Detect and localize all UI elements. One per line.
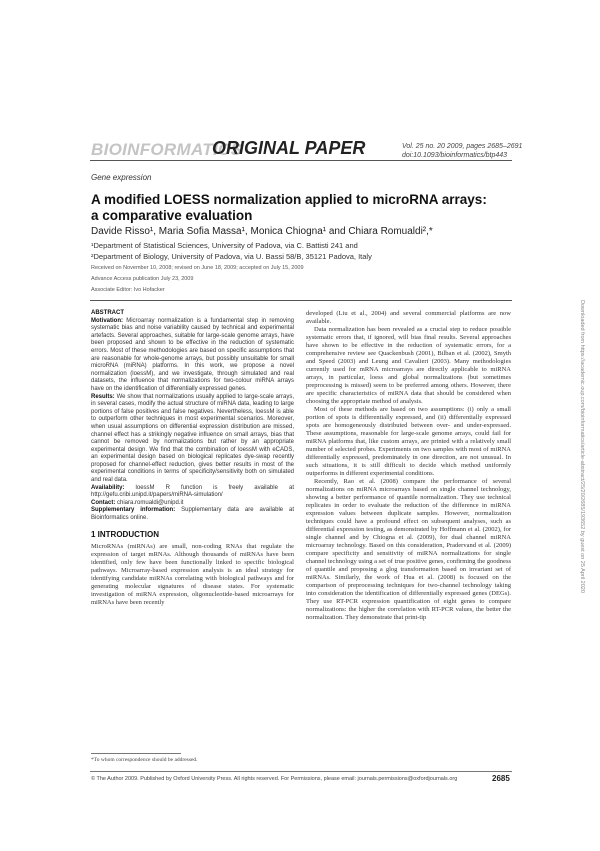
results-label: Results: — [91, 393, 115, 400]
page-number: 2685 — [492, 774, 510, 783]
right-column — [306, 310, 511, 622]
abstract-supplementary — [91, 507, 294, 522]
footer-rule — [90, 771, 512, 772]
availability-text[interactable]: loessM R function is freely available at http://gefu.cribi.unipd.it/papers/miRNA-simulation/ — [91, 484, 295, 499]
header-rule — [90, 160, 512, 161]
contact-email[interactable]: chiara.romualdi@unipd.it — [117, 499, 184, 506]
supplementary-text: Supplementary data are available at Bioinformatics online. — [91, 507, 295, 522]
abstract-heading: ABSTRACT — [91, 310, 124, 316]
title-block-rule — [90, 300, 512, 301]
right-paragraph-2: Data normalization has been revealed as a crucial step to reduce possible systematic errors that, if ignored, will bias final results. Several approaches have shown to be effective in the reduction of systematic errors, for a comprehensive review see Quackenbush (2001), Bilban et al. (2002), Smyth and Speed (2003) and Leung and Cavalieri (2003). Many methodologies currently used for mRNA microarrays are directly applicable to miRNA arrays, in particular, loess and global normalizations (but sometimes preprocessing is missed) seem to be preferred among others. However, there are specific characteristics of miRNA data that should be considered when choosing the appropriate method of analysis. — [306, 326, 511, 405]
results-text: We show that normalizations usually applied to large-scale arrays, in several cases, modify the actual structure of miRNA data, leading to large portions of false positives and false negatives. Nevertheless, loessM is able to outperform other techniques in most experimental scenarios. Moreover, when usual assumptions on differential expression distribution are missed, channel effect has a strikingly negative influence on small arrays, bias that cannot be removed by normalizations but rather by an appropriate experimental design. We find that the combination of loessM with eCADS, an experimental design based on biological replicates dye-swap recently proposed for channel-effect reduction, gives better results in most of the experimental conditions in terms of specificity/sensitivity both on simulated and real data. — [91, 393, 295, 484]
abstract-results — [91, 394, 294, 485]
intro-text: MicroRNAs (miRNAs) are small, non-coding RNAs that regulate the expression of target mRNAs. Although thousands of miRNAs have been identified, only few have been functionally linked to specific biological pathways. Microarray-based expression analysis is an ideal strategy for identifying candidate miRNAs correlating with biological pathways and for generating molecular signatures of disease states. For systematic investigation of miRNA expression, oligonucleotide-based microarrays for miRNAs have been recently — [91, 543, 294, 607]
paper-type: ORIGINAL PAPER — [212, 138, 366, 158]
abstract-motivation — [91, 318, 294, 394]
supplementary-label: Supplementary information: — [91, 507, 176, 514]
motivation-text: Microarray normalization is a fundamental step in removing systematic bias and noise variability caused by technical and experimental artefacts. Several approaches, suitable for large-scale genome arrays, have been proposed and shown to be effective in the reduction of systematic errors. Most of these methodologies are based on specific assumptions that are reasonable for whole-genome arrays, but possibly unsuitable for small microRNA (miRNA) platforms. In this work, we propose a novel normalization (loessM), and we investigate, through simulated and real datasets, the influence that normalizations for two-colour miRNA arrays have on the identification of differentially expressed genes. — [91, 317, 294, 392]
advance-access: Advance Access publication July 23, 2009 — [91, 276, 194, 282]
intro-heading: 1 INTRODUCTION — [91, 529, 159, 539]
motivation-label: Motivation: — [91, 317, 123, 324]
volume-line: Vol. 25 no. 20 2009, pages 2685–2691 — [402, 143, 523, 150]
received-dates: Received on November 10, 2008; revised on June 18, 2009; accepted on July 15, 2009 — [91, 265, 304, 271]
availability-label: Availability: — [91, 484, 125, 491]
doi-line[interactable]: doi:10.1093/bioinformatics/btp443 — [402, 152, 508, 159]
download-watermark: Downloaded from https://academic.oup.com/bioinformatics/article-abstract/25/20/2685/193652 by guest on 25 April 2020 — [579, 300, 585, 593]
right-paragraph-4: Recently, Rao et al. (2008) compare the performance of several normalizations on miRNA microarrays based on single channel technology, showing a better performance of quantile normalization. They use technical replicates in order to evaluate the reduction of the difference in miRNA expression values between duplicate samples. However, normalization techniques could have a profound effect on subsequent analyses, such as differential expression testing, as demonstrated by Hoffmann et al. (2002), for single channel and by Chiogna et al. (2009), for dual channel miRNA microarray technology. Based on this consideration, Pradervand et al. (2009) compare specificity and sensitivity of miRNA normalizations for single channel technology using a set of true positive genes, confirming the goodness of quantile and proposing a glog transformation based on invariant set of miRNAs. Similarly, the work of Hua et al. (2008) is focused on the comparison of preprocessing techniques for two-channel technology taking into consideration the identification of differentially expressed genes (DEGs). They use RT-PCR expression quantification of eight genes to compare normalizations: the higher the correlation with RT-PCR values, the better the normalization. They demonstrate that print-tip — [306, 478, 511, 621]
left-column — [91, 310, 294, 607]
right-paragraph-1: developed (Liu et al., 2004) and several commercial platforms are now available. — [306, 310, 511, 325]
paper-title: A modified LOESS normalization applied to microRNA arrays: a comparative evaluation — [91, 192, 487, 223]
abstract-availability — [91, 485, 294, 500]
authors: Davide Risso¹, Maria Sofia Massa¹, Monica Chiogna¹ and Chiara Romualdi²,* — [91, 226, 433, 237]
footnote: *To whom correspondence should be addressed. — [91, 757, 198, 763]
contact-label: Contact: — [91, 499, 116, 506]
copyright-footer: © The Author 2009. Published by Oxford University Press. All rights reserved. For Permissions, please email: journals.permissions@oxfordjournals.org — [91, 776, 458, 782]
affiliation-2: ²Department of Biology, University of Padova, via U. Bassi 58/B, 35121 Padova, Italy — [91, 252, 372, 261]
right-paragraph-3: Most of these methods are based on two assumptions: (i) only a small portion of spots is differentially expressed, and (ii) differentially expressed spots are homogeneously distributed between over- and under-expressed. These assumptions, reasonable for large-scale genome arrays, could fail for miRNA platforms that, like custom arrays, are printed with a relatively small number of selected probes. Experiments on two samples with most of miRNA differentially expressed, predominately in one direction, are not unusual. In such situations, it is still difficult to decide which method uniformly outperforms in different experimental conditions. — [306, 406, 511, 477]
associate-editor: Associate Editor: Ivo Hofacker — [91, 287, 165, 293]
affiliation-1: ¹Department of Statistical Sciences, University of Padova, via C. Battisti 241 and — [91, 241, 358, 250]
abstract-contact — [91, 500, 294, 508]
section-tag: Gene expression — [91, 173, 152, 182]
journal-name: BIOINFORMATICS — [91, 140, 243, 159]
footnote-rule — [91, 753, 181, 754]
volume-info — [402, 142, 522, 160]
